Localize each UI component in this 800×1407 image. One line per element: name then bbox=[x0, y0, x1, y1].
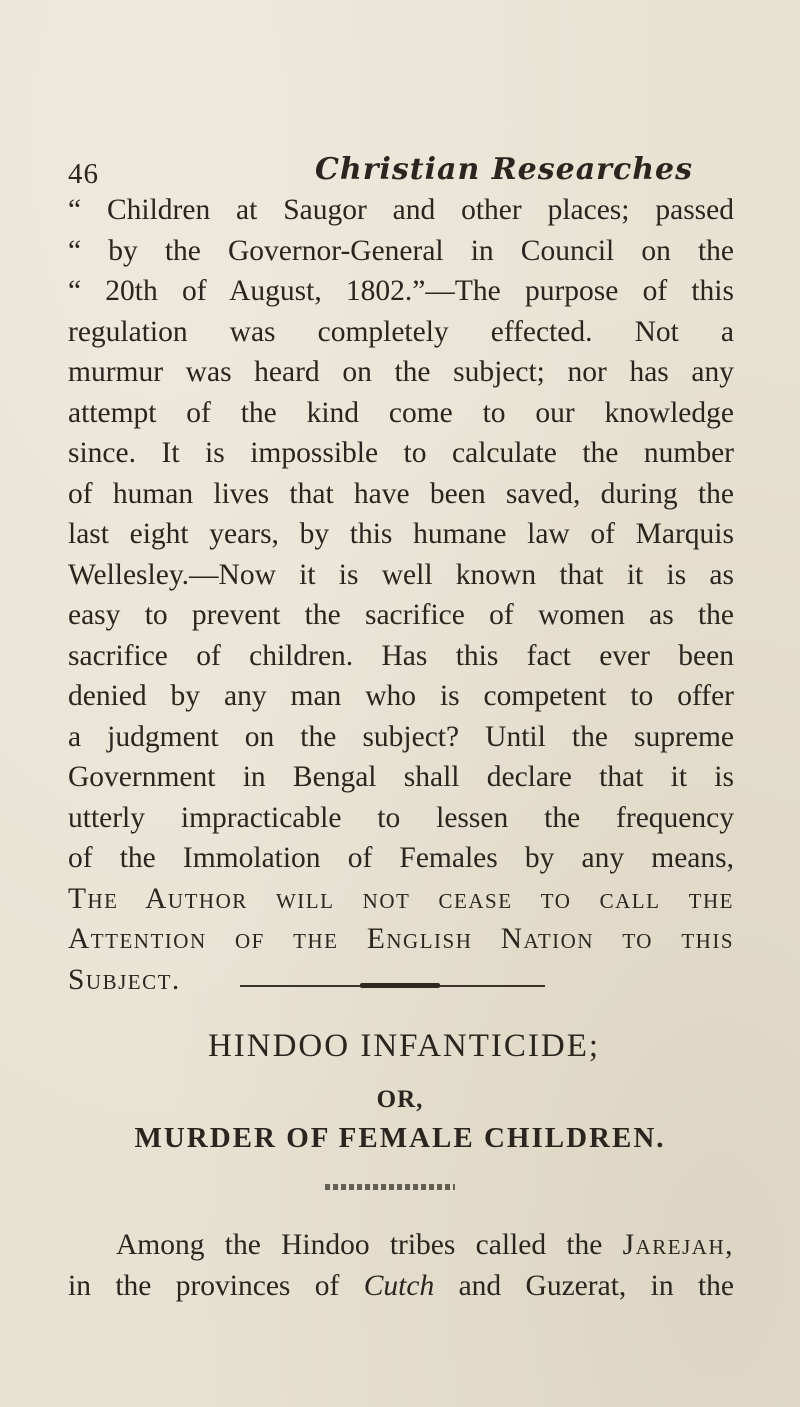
section-divider-swell bbox=[360, 983, 440, 988]
text-run: Among the Hindoo tribes called the bbox=[116, 1229, 623, 1261]
text-line: a judgment on the subject? Until the supreme bbox=[68, 720, 734, 753]
text-line bbox=[68, 1225, 734, 1266]
section-or: OR, bbox=[376, 1086, 424, 1113]
paragraph-1 bbox=[68, 190, 734, 1000]
text-line: attempt of the kind come to our knowledge bbox=[68, 396, 734, 429]
text-line-small-caps: Attention of the English Nation to this bbox=[68, 923, 734, 955]
text-line: murmur was heard on the subject; nor has any bbox=[68, 356, 734, 388]
text-line: Wellesley.—Now it is well known that it is as bbox=[68, 558, 734, 591]
text-run: and Guzerat, in the bbox=[434, 1269, 734, 1302]
text-line: utterly impracticable to lessen the frequency bbox=[68, 801, 734, 834]
text-line: “ 20th of August, 1802.”—The purpose of this bbox=[68, 275, 734, 307]
text-line: sacrifice of children. Has this fact ever been bbox=[68, 639, 734, 672]
text-line-small-caps: The Author will not cease to call the bbox=[68, 882, 734, 915]
text-line: of human lives that have been saved, during the bbox=[68, 477, 734, 510]
text-line bbox=[68, 1266, 734, 1307]
place-name-cutch: Cutch bbox=[363, 1269, 435, 1302]
section-subtitle: MURDER OF FEMALE CHILDREN. bbox=[134, 1122, 666, 1154]
section-title: HINDOO INFANTICIDE; bbox=[207, 1028, 601, 1064]
text-line: “ Children at Saugor and other places; passed bbox=[68, 194, 734, 226]
tribe-name: Jarejah, bbox=[622, 1229, 734, 1261]
text-line: easy to prevent the sacrifice of women as the bbox=[68, 599, 734, 631]
paragraph-2 bbox=[68, 1225, 734, 1306]
text-line: last eight years, by this humane law of Marquis bbox=[68, 518, 734, 550]
text-run: in the provinces of bbox=[68, 1269, 364, 1302]
ornament-rule bbox=[325, 1184, 455, 1190]
text-line: “ by the Governor-General in Council on the bbox=[68, 234, 734, 267]
text-line-small-caps: Subject. bbox=[68, 963, 181, 996]
page-number: 46 bbox=[68, 158, 99, 190]
text-line: of the Immolation of Females by any means, bbox=[68, 842, 734, 874]
text-line: since. It is impossible to calculate the number bbox=[68, 437, 734, 469]
text-line: regulation was completely effected. Not a bbox=[68, 315, 734, 348]
text-line: Government in Bengal shall declare that it is bbox=[68, 761, 734, 793]
text-line: denied by any man who is competent to offer bbox=[68, 680, 734, 712]
running-head: Christian Researches bbox=[315, 152, 694, 187]
